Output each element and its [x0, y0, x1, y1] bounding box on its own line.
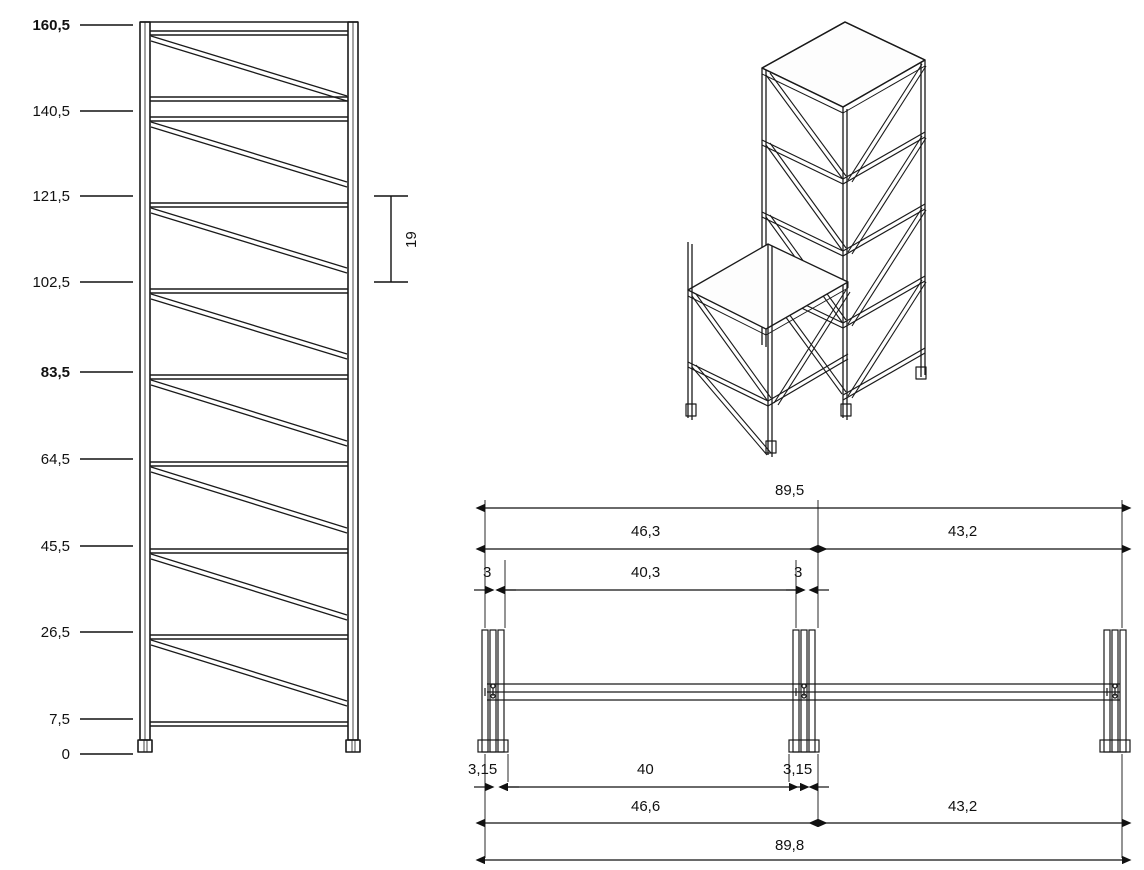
height-label-140-5: 140,5 [32, 103, 70, 120]
isometric-view-geometry [686, 22, 926, 457]
height-label-7-5: 7,5 [49, 711, 70, 728]
plan-dim-3-15-left: 3,15 [468, 761, 498, 778]
shelf-gap-label: 19 [403, 231, 420, 248]
height-label-83-5: 83,5 [40, 364, 70, 381]
height-label-0: 0 [61, 746, 70, 763]
front-view-geometry [138, 22, 360, 752]
plan-dim-43-2-bottom: 43,2 [948, 798, 978, 815]
height-label-160-5: 160,5 [32, 17, 70, 34]
height-label-64-5: 64,5 [40, 451, 70, 468]
plan-dim-3-15-middle: 3,15 [783, 761, 813, 778]
plan-dim-46-6: 46,6 [631, 798, 661, 815]
height-label-26-5: 26,5 [40, 624, 70, 641]
plan-dim-43-2-top: 43,2 [948, 523, 978, 540]
plan-dim-40: 40 [637, 761, 654, 778]
height-label-121-5: 121,5 [32, 188, 70, 205]
plan-dim-3-middle: 3 [794, 564, 803, 581]
height-label-45-5: 45,5 [40, 538, 70, 555]
plan-dim-89-5: 89,5 [775, 482, 805, 499]
plan-dim-3-left: 3 [483, 564, 492, 581]
plan-view-geometry [478, 630, 1130, 752]
height-label-102-5: 102,5 [32, 274, 70, 291]
plan-dim-46-3: 46,3 [631, 523, 661, 540]
plan-view-extension-lines [485, 500, 1122, 858]
plan-dim-40-3: 40,3 [631, 564, 661, 581]
front-view-height-ticks [80, 25, 133, 754]
plan-dim-89-8: 89,8 [775, 837, 805, 854]
